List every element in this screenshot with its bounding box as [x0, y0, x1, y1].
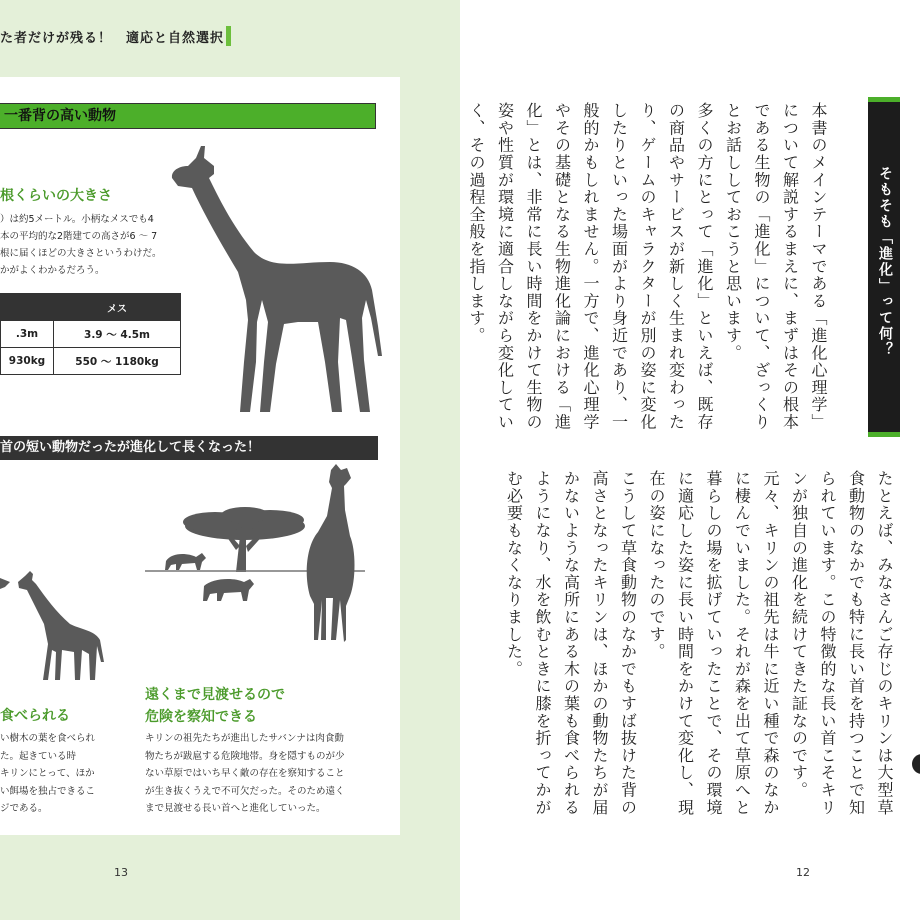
- benefit-body-food: [0, 730, 95, 818]
- section-banner: 一番背の高い動物: [0, 103, 376, 129]
- running-title-right: 適応と自然選択: [126, 31, 225, 46]
- giraffe-silhouette-large: [172, 146, 382, 412]
- header-cell-female: メス: [54, 294, 181, 321]
- text-line: い樹木の葉を食べられ: [0, 733, 96, 744]
- text-line: キリンの祖先たちが進出したサバンナは肉食動: [145, 733, 344, 744]
- right-page: [460, 0, 920, 920]
- text-line: まで見渡せる長い首へと進化していった。: [145, 803, 326, 814]
- cell-female-height: 3.9 ～ 4.5m: [54, 321, 181, 348]
- text-line: ジである。: [0, 803, 48, 814]
- chapter-heading-box: [868, 97, 900, 437]
- text-line: ない草原ではいち早く敵の存在を察知すること: [145, 768, 345, 779]
- text-line: た。起きている時: [0, 750, 77, 762]
- paragraph: 多くの方にとって「進化」といえば、既存の商品やサービスが新しく生まれ変わったり、ゲームのキャラクターが別の姿に変化したりといった場面がより身近であり、一般的かもしれません。一方で、進化心理学やその基礎となる生物進化論における「進化」とは、非常に長い時間をかけて生物の姿や性質が環境に適合しながら変化していく、その過程全般を指します。: [467, 102, 714, 431]
- predator-silhouette: [165, 553, 206, 570]
- predator-silhouette: [203, 579, 254, 601]
- cell-female-weight: 550 ～ 1180kg: [54, 348, 181, 375]
- benefit-heading-danger: [145, 684, 285, 728]
- text-line: かがよくわかるだろう。: [0, 265, 105, 276]
- text-line: が生き抜くうえで不可欠だった。そのため遠く: [145, 785, 345, 797]
- giraffe-silhouette-standing: [307, 464, 355, 642]
- text-line: 物たちが跋扈する危険地帯。身を隠すものが少: [145, 750, 345, 762]
- text-line: 本の平均的な2階建ての高さが6 ～ 7: [0, 231, 158, 242]
- evolution-banner: 首の短い動物だったが進化して長くなった！: [0, 436, 378, 460]
- page-number-right: 12: [796, 866, 810, 879]
- running-title-left: た者だけが残る！: [0, 31, 113, 46]
- text-line: 根に届くほどの大きさというわけだ。: [0, 248, 162, 259]
- text-line: ）は約5メートル。小柄なメスでも4: [0, 214, 154, 225]
- benefit-body-danger: [145, 730, 345, 818]
- giraffe-silhouette-small: [0, 571, 104, 680]
- page-number-left: 13: [114, 866, 128, 879]
- size-subheading: 根くらいの大きさ: [0, 188, 112, 204]
- text-line: キリンにとって、ほか: [0, 768, 95, 779]
- paragraph: たとえば、みなさんご存じのキリンは大型草食動物のなかでも特に長い首を持つことで知られています。この特徴的な長い首こそキリンが独自の進化を続けてきた証なのです。: [789, 470, 894, 816]
- heading-line: 危険を察知できる: [145, 709, 257, 725]
- body-text-upper: [462, 102, 833, 442]
- body-text-lower: [499, 470, 898, 830]
- paragraph: 元々、キリンの祖先は牛に近い種で森のなかに棲んでいました。それが森を出て草原へと暮らしの場を拡げていったことで、その環境に適応した姿に長い時間をかけて変化し、現在の姿になったのです。: [647, 470, 780, 816]
- benefit-heading-food: 食べられる: [0, 708, 70, 724]
- heading-line: 遠くまで見渡せるので: [145, 687, 285, 703]
- cell-male-weight: 930kg: [1, 348, 54, 375]
- paragraph: こうして草食動物のなかでもすば抜けた背の高さとなったキリンは、ほかの動物たちが届かないような高所にある木の葉も食べられるようになり、水を飲むときに膝を折ってかがむ必要もなくなりました。: [504, 470, 638, 816]
- chapter-heading: そもそも「進化」って何？: [877, 166, 893, 358]
- text-line: い餌場を独占できるこ: [0, 785, 96, 797]
- cell-male-height: .3m: [1, 321, 54, 348]
- paragraph: 本書のメインテーマである「進化心理学」について解説するまえに、まずはその根本である生物の「進化」について、ざっくりとお話ししておこうと思います。: [723, 102, 828, 431]
- page-edge-marker: [912, 754, 920, 774]
